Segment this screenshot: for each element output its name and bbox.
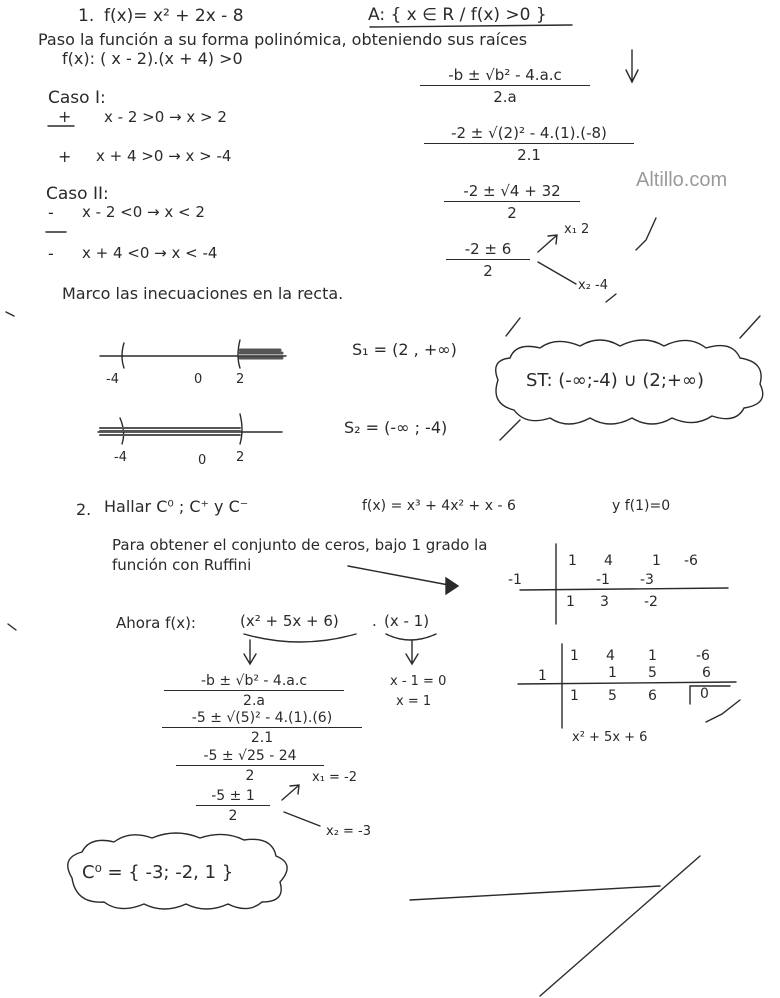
stray-line-1: [410, 886, 660, 900]
ex2-step2-numerator: -5 ± √25 - 24: [176, 748, 324, 766]
solution-s1: S₁ = (2 , +∞): [352, 340, 457, 359]
line-1-tick-2: 2: [236, 372, 245, 387]
factor-arrow-linear: [406, 640, 418, 664]
exercise-1-number: 1.: [78, 6, 95, 26]
linear-root: x = 1: [396, 694, 432, 709]
case-1-title: Caso I:: [48, 88, 106, 108]
ruffini-2-top-1: 4: [606, 648, 615, 664]
case-1-line-1: x - 2 >0 → x > 2: [104, 108, 227, 126]
case-1-line-2: x + 4 >0 → x > -4: [96, 147, 232, 165]
check-mark-4: [740, 316, 760, 338]
ruffini-2-remainder-box: [690, 686, 730, 704]
ruffini-1-top-1: 4: [604, 553, 613, 569]
exercise-1-function: f(x)= x² + 2x - 8: [104, 6, 244, 26]
factor-linear: (x - 1): [384, 612, 430, 630]
ex2-root-1: x₁ = -2: [312, 770, 358, 785]
ruffini-arrow: [348, 566, 454, 586]
ex1-root-1: x₁ 2: [564, 222, 590, 237]
ex2-step1-denominator: 2.1: [250, 730, 274, 746]
case-2-title: Caso II:: [46, 184, 109, 204]
ex2-root-arrow-2: [284, 812, 320, 826]
exercise-1-set-definition: A: { x ∈ R / f(x) >0 }: [368, 5, 547, 25]
ruffini-1-top-3: -6: [684, 553, 698, 569]
check-mark-2: [606, 294, 616, 302]
check-mark-1: [636, 218, 656, 250]
exercise-1-intro: Paso la función a su forma polinómica, obteniendo sus raíces: [38, 30, 528, 49]
ex2-root-2: x₂ = -3: [326, 824, 372, 839]
ruffini-2-horizontal: [518, 682, 736, 684]
ex1-step3-numerator: -2 ± 6: [446, 240, 530, 260]
case-1-sign-2: +: [58, 147, 72, 166]
ruffini-1-divisor: -1: [508, 572, 522, 588]
exercise-2-intro-line-1: Para obtener el conjunto de ceros, bajo 1 grado la: [112, 536, 488, 554]
factor-arrow-quadratic: [244, 640, 256, 664]
ruffini-arrowhead: [446, 578, 458, 594]
ruffini-2-top-2: 1: [648, 648, 657, 664]
ruffini-2-bot-2: 6: [648, 688, 657, 704]
root-arrow-1: [538, 235, 557, 252]
case-2-line-2: x + 4 <0 → x < -4: [82, 244, 218, 262]
ruffini-2-mid-2: 6: [702, 665, 711, 681]
stray-line-2: [540, 856, 700, 996]
ruffini-2-bot-0: 1: [570, 688, 579, 704]
ex2-root-arrow-1: [282, 785, 299, 800]
ex2-step3-denominator: 2: [228, 808, 238, 824]
zero-set-cloud: [68, 833, 287, 909]
ruffini-1-bot-0: 1: [566, 594, 575, 610]
case-1-sign-1: +: [58, 107, 72, 126]
ex1-formula-numerator: -b ± √b² - 4.a.c: [420, 66, 590, 86]
down-arrow: [626, 50, 638, 82]
ruffini-1-mid-1: -3: [640, 572, 654, 588]
margin-mark-2: [8, 624, 16, 630]
check-mark-3: [506, 318, 520, 336]
root-arrow-2: [538, 262, 576, 284]
factor-dot: .: [372, 612, 377, 630]
ex1-step2-numerator: -2 ± √4 + 32: [444, 182, 580, 202]
ruffini-2-bot-3: 0: [700, 686, 709, 702]
ex2-step1-numerator: -5 ± √(5)² - 4.(1).(6): [162, 710, 362, 728]
factor-brace-quadratic: [244, 634, 356, 642]
ex1-step1-numerator: -2 ± √(2)² - 4.(1).(-8): [424, 124, 634, 144]
ruffini-2-mid-0: 1: [608, 665, 617, 681]
case-2-line-1: x - 2 <0 → x < 2: [82, 203, 205, 221]
number-line-2-bracket: [240, 414, 242, 444]
ex1-step3-denominator: 2: [483, 262, 493, 280]
ruffini-1-top-0: 1: [568, 553, 577, 569]
ruffini-1-top-2: 1: [652, 553, 661, 569]
ex1-step2-denominator: 2: [507, 204, 517, 222]
ex2-step2-denominator: 2: [245, 768, 255, 784]
number-line-2-hatch: [100, 428, 240, 435]
ex2-step3-numerator: -5 ± 1: [196, 788, 270, 806]
ruffini-1-bot-1: 3: [600, 594, 609, 610]
factor-brace-linear: [386, 634, 436, 640]
ruffini-1-horizontal: [520, 588, 728, 590]
solution-s2: S₂ = (-∞ ; -4): [344, 418, 448, 437]
line-2-tick-neg4: -4: [114, 450, 127, 465]
exercise-2-intro-line-2: función con Ruffini: [112, 556, 252, 574]
set-underline: [370, 25, 572, 27]
ruffini-2-result: x² + 5x + 6: [572, 730, 648, 745]
ruffini-1-mid-0: -1: [596, 572, 610, 588]
line-1-tick-0: 0: [194, 372, 203, 387]
line-2-tick-2: 2: [236, 450, 245, 465]
exercise-2-function: f(x) = x³ + 4x² + x - 6: [362, 498, 516, 514]
mark-inequalities-text: Marco las inecuaciones en la recta.: [62, 284, 344, 303]
exercise-2-title: Hallar C⁰ ; C⁺ y C⁻: [104, 497, 249, 516]
ex1-step1-denominator: 2.1: [517, 146, 541, 164]
case-2-sign-1: -: [48, 203, 54, 222]
zero-set: C⁰ = { -3; -2, 1 }: [82, 862, 234, 883]
check-mark-5: [500, 420, 520, 440]
exercise-2-given: y f(1)=0: [612, 498, 671, 514]
ruffini-2-bot-1: 5: [608, 688, 617, 704]
ex2-formula-denominator: 2.a: [243, 693, 265, 709]
solution-cloud: [496, 340, 763, 424]
ruffini-2-mid-1: 5: [648, 665, 657, 681]
ruffini-2-top-3: -6: [696, 648, 710, 664]
ruffini-2-top-0: 1: [570, 648, 579, 664]
total-solution: ST: (-∞;-4) ∪ (2;+∞): [526, 370, 705, 391]
line-2-tick-0: 0: [198, 453, 207, 468]
ex1-root-2: x₂ -4: [578, 278, 608, 293]
exercise-1-factored: f(x): ( x - 2).(x + 4) >0: [62, 49, 243, 68]
factor-quadratic: (x² + 5x + 6): [240, 612, 339, 630]
ex2-formula-numerator: -b ± √b² - 4.a.c: [164, 673, 344, 691]
ruffini-2-divisor: 1: [538, 668, 547, 684]
watermark: Altillo.com: [636, 169, 728, 191]
ex1-formula-denominator: 2.a: [493, 88, 517, 106]
ruffini-1-bot-2: -2: [644, 594, 658, 610]
ruffini-2-check: [706, 700, 740, 722]
line-1-tick-neg4: -4: [106, 372, 119, 387]
number-line-1-hatch: [240, 350, 282, 358]
margin-mark-1: [6, 312, 14, 316]
now-text: Ahora f(x):: [116, 614, 196, 632]
linear-equation: x - 1 = 0: [390, 674, 447, 689]
case-2-sign-2: -: [48, 244, 54, 263]
exercise-2-number: 2.: [76, 500, 92, 519]
